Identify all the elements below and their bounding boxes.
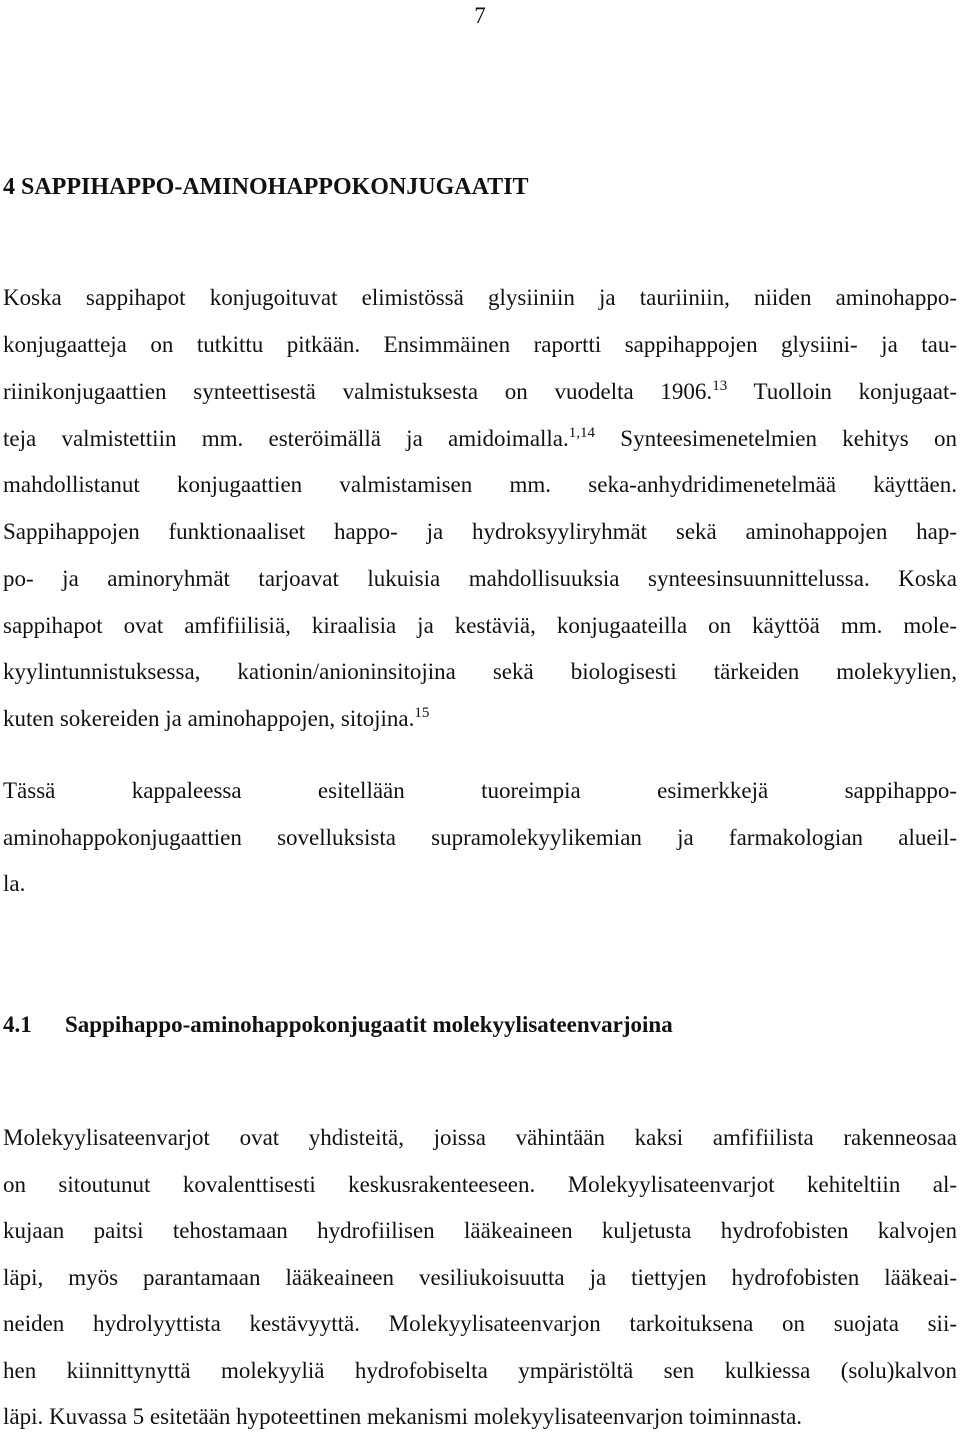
line-text: Tuolloin konjugaat- [727,379,957,404]
paragraph-line: hen kiinnittynyttä molekyyliä hydrofobiselta ympäristöltä sen kulkiessa (solu)kalvon [3,1358,957,1383]
citation-superscript: 13 [712,378,728,394]
paragraph-line: läpi, myös parantamaan lääkeaineen vesiliukoisuutta ja tiettyjen hydrofobisten lääkeai- [3,1265,957,1290]
paragraph-line [3,705,957,733]
section-heading [3,1010,953,1040]
paragraph-line: on sitoutunut kovalenttisesti keskusrakenteeseen. Molekyylisateenvarjot kehiteltiin al- [3,1172,957,1197]
paragraph-line: sappihapot ovat amfifiilisiä, kiraalisia ja kestäviä, konjugaateilla on käyttöä mm. mole- [3,613,957,638]
line-text: riinikonjugaattien synteettisestä valmistuksesta on vuodelta 1906. [3,379,713,404]
paragraph-line: läpi. Kuvassa 5 esitetään hypoteettinen mekanismi molekyylisateenvarjon toiminnasta. [3,1404,803,1429]
paragraph-line: Koska sappihapot konjugoituvat elimistössä glysiiniin ja tauriiniin, niiden aminohappo- [3,285,957,310]
citation-superscript: 15 [414,705,430,721]
paragraph-line: kujaan paitsi tehostamaan hydrofiilisen lääkeaineen kuljetusta hydrofobisten kalvojen [3,1218,957,1243]
page-number: 7 [474,3,486,28]
paragraph-line [3,378,957,406]
paragraph-line: Molekyylisateenvarjot ovat yhdisteitä, joissa vähintään kaksi amfifiilista rakenneosaa [3,1125,957,1150]
chapter-heading: 4 SAPPIHAPPO-AMINOHAPPOKONJUGAATIT [3,174,529,200]
paragraph-line: Tässä kappaleessa esitellään tuoreimpia esimerkkejä sappihappo- [3,778,957,803]
paragraph-line: konjugaatteja on tutkittu pitkään. Ensimmäinen raportti sappihappojen glysiini- ja tau- [3,332,957,357]
line-text: teja valmistettiin mm. esteröimällä ja amidoimalla. [3,426,569,451]
line-text: Synteesimenetelmien kehitys on [595,426,957,451]
paragraph-line: kyylintunnistuksessa, kationin/anioninsitojina sekä biologisesti tärkeiden molekyylien, [3,659,957,684]
paragraph-line: aminohappokonjugaattien sovelluksista supramolekyylikemian ja farmakologian alueil- [3,825,957,850]
paragraph-line: po- ja aminoryhmät tarjoavat lukuisia mahdollisuuksia synteesinsuunnittelussa. Koska [3,566,957,591]
line-text: kuten sokereiden ja aminohappojen, sitojina. [3,706,415,731]
paragraph-line: neiden hydrolyyttista kestävyyttä. Molekyylisateenvarjon tarkoituksena on suojata sii- [3,1311,957,1336]
paragraph-line: la. [3,871,26,896]
paragraph-line: mahdollistanut konjugaattien valmistamisen mm. seka-anhydridimenetelmää käyttäen. [3,472,957,497]
section-number: 4.1 [3,1012,32,1037]
citation-superscript: 1,14 [568,425,596,441]
paragraph-line [3,425,957,453]
paragraph-line: Sappihappojen funktionaaliset happo- ja hydroksyyliryhmät sekä aminohappojen hap- [3,519,957,544]
section-title: Sappihappo-aminohappokonjugaatit molekyylisateenvarjoina [65,1012,673,1037]
